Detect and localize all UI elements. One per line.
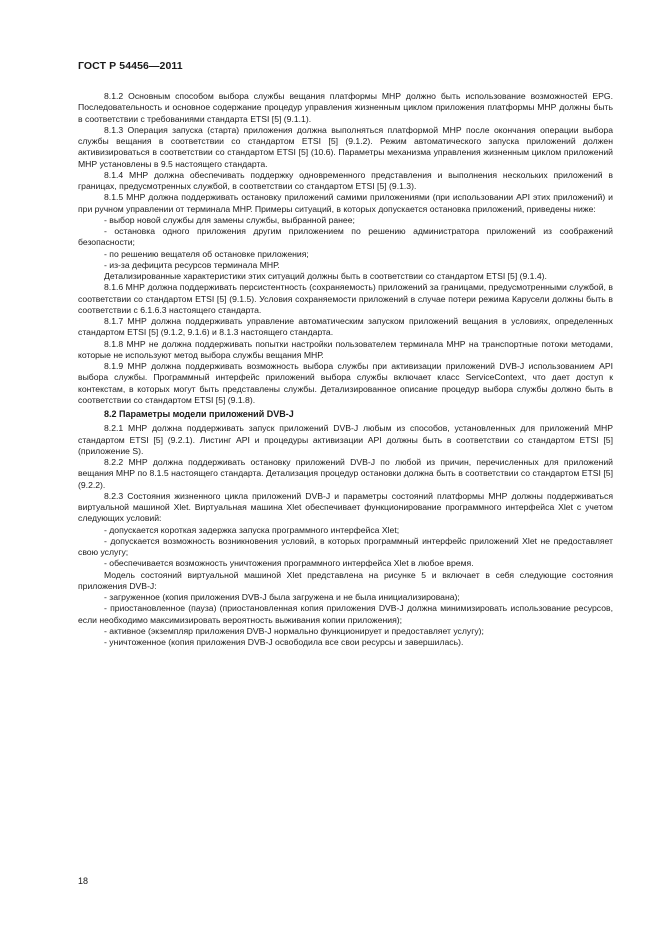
section-heading: 8.2 Параметры модели приложений DVB-J — [104, 409, 294, 419]
list-item: - по решению вещателя об остановке приложения; — [104, 248, 309, 259]
list-item: - допускается короткая задержка запуска программного интерфейса Xlet; — [104, 524, 400, 535]
paragraph: 8.1.5 МНР должна поддерживать остановку приложений самими приложениями (при использовании API этих приложений) и при ручном управлении от терминала МНР. Примеры ситуаций, в которых допускается остановка приложений, приведены ниже: — [78, 192, 613, 214]
list-item: - приостановленное (пауза) (приостановленная копия приложения DVB-J должна минимизировать использование ресурсов, если необходимо максимизировать вероятность выживания копии приложения); — [78, 603, 613, 625]
paragraph: 8.1.6 МНР должна поддерживать персистентность (сохраняемость) приложений за границами, предусмотренными службой, в соответствии со стандартом ETSI [5] (9.1.5). Условия сохраняемости приложений в случае потери режима Карусели должны быть в соответствии с 6.1.6.3 настоящего стандарта. — [78, 282, 613, 315]
paragraph: 8.1.3 Операция запуска (старта) приложения должна выполняться платформой МНР после окончания операции выбора службы вещания в соответствии со стандартом ETSI [5] (9.1.2). Режим автоматического запуска приложений должен активизироваться в соответствии со стандартом ETSI [5] (10.6). Параметры механизма управления жизненным циклом приложений МНР установлены в 9.5 настоящего стандарта. — [78, 124, 613, 169]
paragraph: 8.1.8 МНР не должна поддерживать попытки настройки пользователем терминала МНР на транспортные потоки методами, которые не используют метод выбора службы вещания МНР. — [78, 338, 613, 360]
paragraph: 8.2.2 МНР должна поддерживать остановку приложений DVB-J по любой из причин, перечисленных для приложений вещания МНР по 8.1.5 настоящего стандарта. Детализация процедур остановки должна быть в соответствии со стандартом ETSI [5] (9.2.2). — [78, 457, 613, 490]
paragraph: 8.1.7 МНР должна поддерживать управление автоматическим запуском приложений вещания в условиях, определенных стандартом ETSI [5] (9.1.2, 9.1.6) и 8.1.3 настоящего стандарта. — [78, 316, 613, 338]
document-body — [78, 91, 613, 648]
list-item: - обеспечивается возможность уничтожения программного интерфейса Xlet в любое время. — [104, 558, 474, 569]
document-header: ГОСТ Р 54456—2011 — [78, 60, 183, 72]
list-item: - активное (экземпляр приложения DVB-J нормально функционирует и предоставляет услугу); — [104, 625, 484, 636]
page-number: 18 — [78, 876, 89, 886]
document-page — [78, 60, 613, 648]
paragraph: 8.1.4 МНР должна обеспечивать поддержку одновременного представления и выполнения нескольких приложений в границах, предусмотренных службой, в соответствии со стандартом ETSI [5] (9.1.3). — [78, 169, 613, 191]
list-item: - допускается возможность возникновения условий, в которых программный интерфейс приложений Xlet не предоставляет свою услугу; — [78, 535, 613, 557]
paragraph: Детализированные характеристики этих ситуаций должны быть в соответствии со стандартом ETSI [5] (9.1.4). — [104, 271, 547, 281]
paragraph: 8.1.9 МНР должна поддерживать возможность выбора службы при активизации приложений DVB-J использованием API выбора службы. Программный интерфейс приложений выбора службы включает класс ServiceContext, что дает доступ к контекстам, в которых могут быть представлены службы. Детализированное описание процедур выбора службы должно быть в соответствии со стандартом ETSI [5] (9.1.8). — [78, 361, 613, 405]
list-item: - загруженное (копия приложения DVB-J была загружена и не была инициализирована); — [104, 592, 460, 602]
list-item: - из-за дефицита ресурсов терминала МНР. — [104, 259, 280, 270]
list-item: - выбор новой службы для замены службы, выбранной ранее; — [104, 214, 355, 225]
list-item: - уничтоженное (копия приложения DVB-J освободила все свои ресурсы и завершилась). — [104, 637, 464, 647]
paragraph: 8.1.2 Основным способом выбора службы вещания платформы МНР должно быть использование возможностей EPG. Последовательность и основное содержание процедур управления жизненным циклом приложения платформы МНР должны быть в соответствии с требованиями стандарта ETSI [5] (9.1.1). — [78, 91, 613, 124]
paragraph: Модель состояний виртуальной машиной Xlet представлена на рисунке 5 и включает в себя следующие состояния приложения DVB-J: — [78, 569, 613, 591]
paragraph: 8.2.3 Состояния жизненного цикла приложений DVB-J и параметры состояний платформы МНР должны поддерживаться виртуальной машиной Xlet. Виртуальная машина Xlet обеспечивает функционирование программного интерфейса Xlet с учетом следующих условий: — [78, 490, 613, 524]
list-item: - остановка одного приложения другим приложением по решению администратора приложений из соображений безопасности; — [78, 226, 613, 248]
paragraph: 8.2.1 МНР должна поддерживать запуск приложений DVB-J любым из способов, установленных для приложений МНР стандартом ETSI [5] (9.2.1). Листинг API и процедуры активизации API должны быть в соответствии со стандартом ETSI [5] (приложение S). — [78, 423, 613, 456]
